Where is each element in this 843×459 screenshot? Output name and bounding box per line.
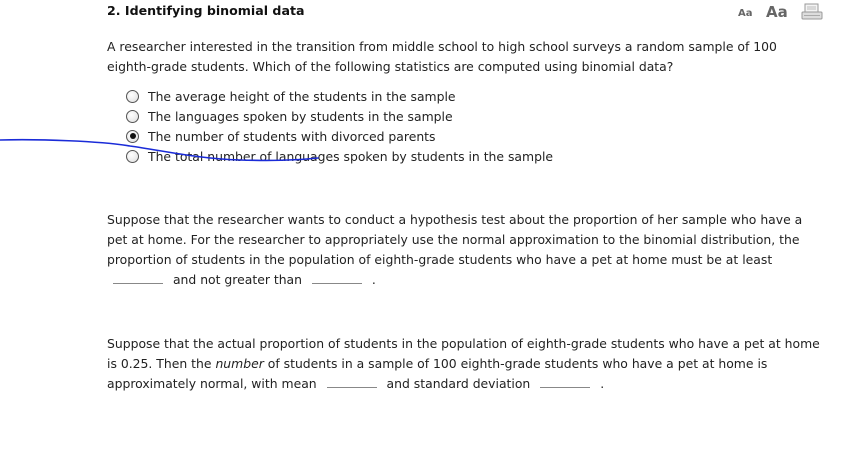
standard-deviation-input[interactable] bbox=[540, 375, 590, 388]
option-divorced-parents[interactable] bbox=[126, 126, 553, 146]
part2-text-c: . bbox=[371, 272, 376, 287]
max-proportion-input[interactable] bbox=[312, 271, 362, 284]
part3-text-d: . bbox=[600, 376, 605, 391]
mean-input[interactable] bbox=[327, 375, 377, 388]
radio-button[interactable] bbox=[126, 150, 139, 163]
option-label: The total number of languages spoken by students in the sample bbox=[148, 148, 554, 164]
part3-italic-number: number bbox=[215, 356, 264, 371]
radio-button[interactable] bbox=[126, 90, 139, 103]
part3-text-c: and standard deviation bbox=[386, 376, 531, 391]
question-prompt: A researcher interested in the transition from middle school to high school surveys a random sample of 100 eighth-grade students. Which of the following statistics are computed using binomial data? bbox=[107, 39, 777, 74]
font-size-small-button[interactable]: Aa bbox=[738, 8, 753, 19]
normal-approx-question bbox=[107, 210, 822, 290]
option-label: The average height of the students in the sample bbox=[148, 88, 456, 104]
part3-text-b: of students in a sample of 100 eighth-grade students who have a pet at home is approximately normal, with mean bbox=[107, 356, 768, 391]
min-proportion-input[interactable] bbox=[113, 271, 163, 284]
radio-button[interactable] bbox=[126, 110, 139, 123]
font-size-large-button[interactable]: Aa bbox=[766, 3, 788, 21]
part3-text-a: Suppose that the actual proportion of students in the population of eighth-grade students who have a pet at home is 0.25. Then the bbox=[107, 336, 820, 371]
part2-text-b: and not greater than bbox=[172, 272, 303, 287]
option-label: The number of students with divorced parents bbox=[148, 128, 436, 144]
option-label: The languages spoken by students in the sample bbox=[148, 108, 453, 124]
mean-sd-question bbox=[107, 334, 822, 394]
radio-button-selected[interactable] bbox=[126, 130, 139, 143]
question-title: 2. Identifying binomial data bbox=[107, 3, 305, 18]
option-total-languages[interactable] bbox=[126, 146, 553, 166]
answer-options bbox=[126, 86, 553, 166]
option-average-height[interactable] bbox=[126, 86, 553, 106]
option-languages-spoken[interactable] bbox=[126, 106, 553, 126]
printer-icon[interactable] bbox=[801, 3, 823, 21]
part2-text-a: Suppose that the researcher wants to conduct a hypothesis test about the proportion of her sample who have a pet at home. For the researcher to appropriately use the normal approximation to the binomial distribution, the proportion of students in the population of eighth-grade students who have a pet at home must be at least bbox=[107, 212, 803, 267]
